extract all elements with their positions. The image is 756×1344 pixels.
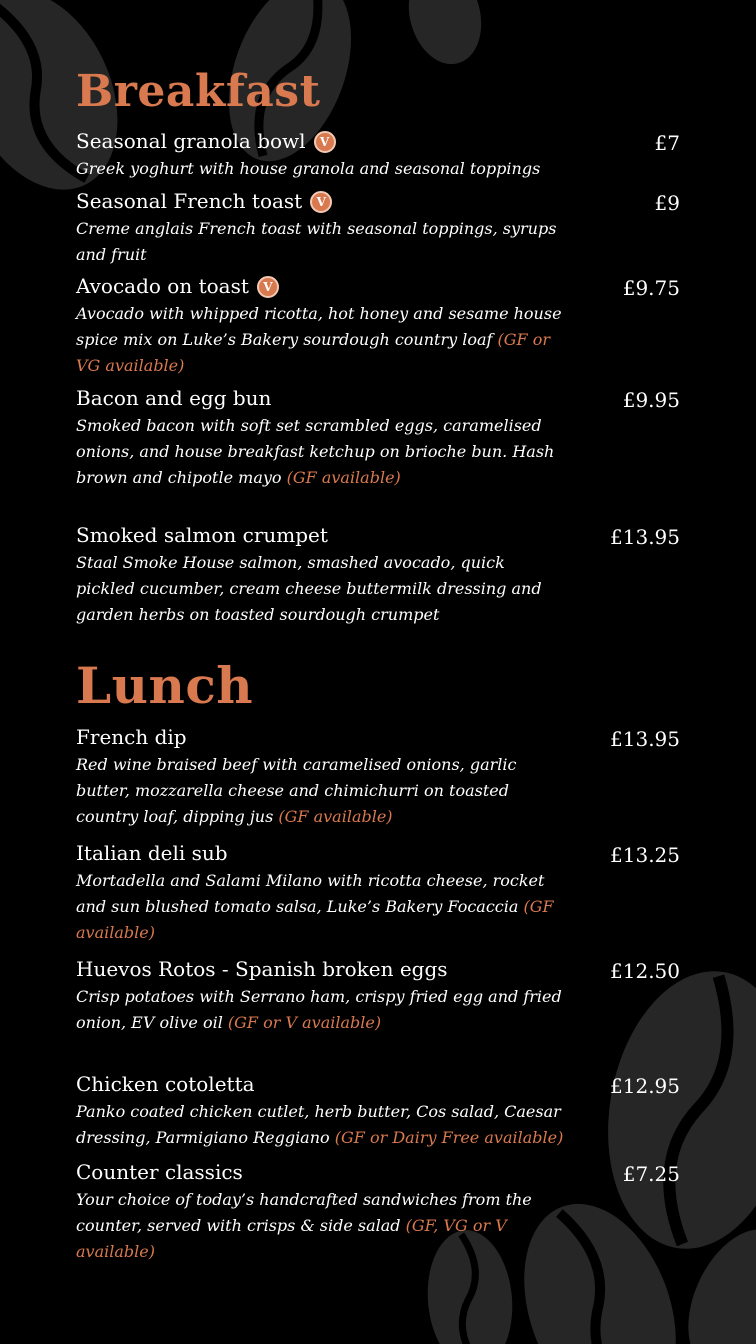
item-price: £13.25 — [610, 843, 680, 867]
item-description: Crisp potatoes with Serrano ham, crispy fried egg and fried onion, EV olive oil (GF or V available) — [76, 987, 562, 1032]
item-price: £12.95 — [610, 1074, 680, 1098]
menu-item — [76, 126, 680, 182]
item-name: French dip — [76, 725, 187, 749]
vegetarian-v-badge: V — [257, 276, 279, 298]
item-description: Staal Smoke House salmon, smashed avocado, quick pickled cucumber, cream cheese buttermilk dressing and garden herbs on toasted sourdough crumpet — [76, 553, 542, 624]
item-description: Your choice of today’s handcrafted sandwiches from the counter, served with crisps & side salad (GF, VG or V available) — [76, 1190, 532, 1261]
item-price: £9 — [654, 191, 680, 215]
vegetarian-v-badge: V — [310, 191, 332, 213]
item-name: Bacon and egg bun — [76, 386, 272, 410]
item-name: Italian deli sub — [76, 841, 228, 865]
item-name: Seasonal French toast V — [76, 186, 332, 216]
section-title-lunch: Lunch — [76, 656, 254, 715]
item-price: £9.95 — [622, 388, 680, 412]
menu-item — [76, 1069, 680, 1151]
item-description: Red wine braised beef with caramelised onions, garlic butter, mozzarella cheese and chimichurri on toasted country loaf, dipping jus (GF available) — [76, 755, 517, 826]
item-name: Seasonal granola bowl V — [76, 126, 336, 156]
menu-item — [76, 954, 680, 1036]
item-description: Smoked bacon with soft set scrambled eggs, caramelised onions, and house breakfast ketchup on brioche bun. Hash brown and chipotle mayo (GF available) — [76, 416, 555, 487]
menu-item — [76, 838, 680, 946]
item-name: Smoked salmon crumpet — [76, 523, 328, 547]
item-price: £13.95 — [610, 727, 680, 751]
menu-item — [76, 383, 680, 491]
item-price: £12.50 — [610, 959, 680, 983]
vegetarian-v-badge: V — [314, 131, 336, 153]
menu-item — [76, 722, 680, 830]
menu-item — [76, 186, 680, 268]
item-price: £7.25 — [622, 1162, 680, 1186]
item-name: Avocado on toast V — [76, 271, 279, 301]
item-name: Chicken cotoletta — [76, 1072, 255, 1096]
item-name: Counter classics — [76, 1160, 243, 1184]
item-price: £13.95 — [610, 525, 680, 549]
item-price: £7 — [654, 131, 680, 155]
menu-item — [76, 520, 680, 628]
menu-item — [76, 1157, 680, 1265]
item-name: Huevos Rotos - Spanish broken eggs — [76, 957, 448, 981]
item-description: Panko coated chicken cutlet, herb butter, Cos salad, Caesar dressing, Parmigiano Reggiano (GF or Dairy Free available) — [76, 1102, 564, 1147]
menu-item — [76, 271, 680, 379]
section-title-breakfast: Breakfast — [76, 66, 321, 117]
item-description: Mortadella and Salami Milano with ricotta cheese, rocket and sun blushed tomato salsa, Luke’s Bakery Focaccia (GF available) — [76, 871, 554, 942]
item-description: Avocado with whipped ricotta, hot honey and sesame house spice mix on Luke’s Bakery sourdough country loaf (GF or VG available) — [76, 304, 562, 375]
item-price: £9.75 — [622, 276, 680, 300]
item-description: Creme anglais French toast with seasonal toppings, syrups and fruit — [76, 219, 557, 264]
item-description: Greek yoghurt with house granola and seasonal toppings — [76, 159, 541, 178]
